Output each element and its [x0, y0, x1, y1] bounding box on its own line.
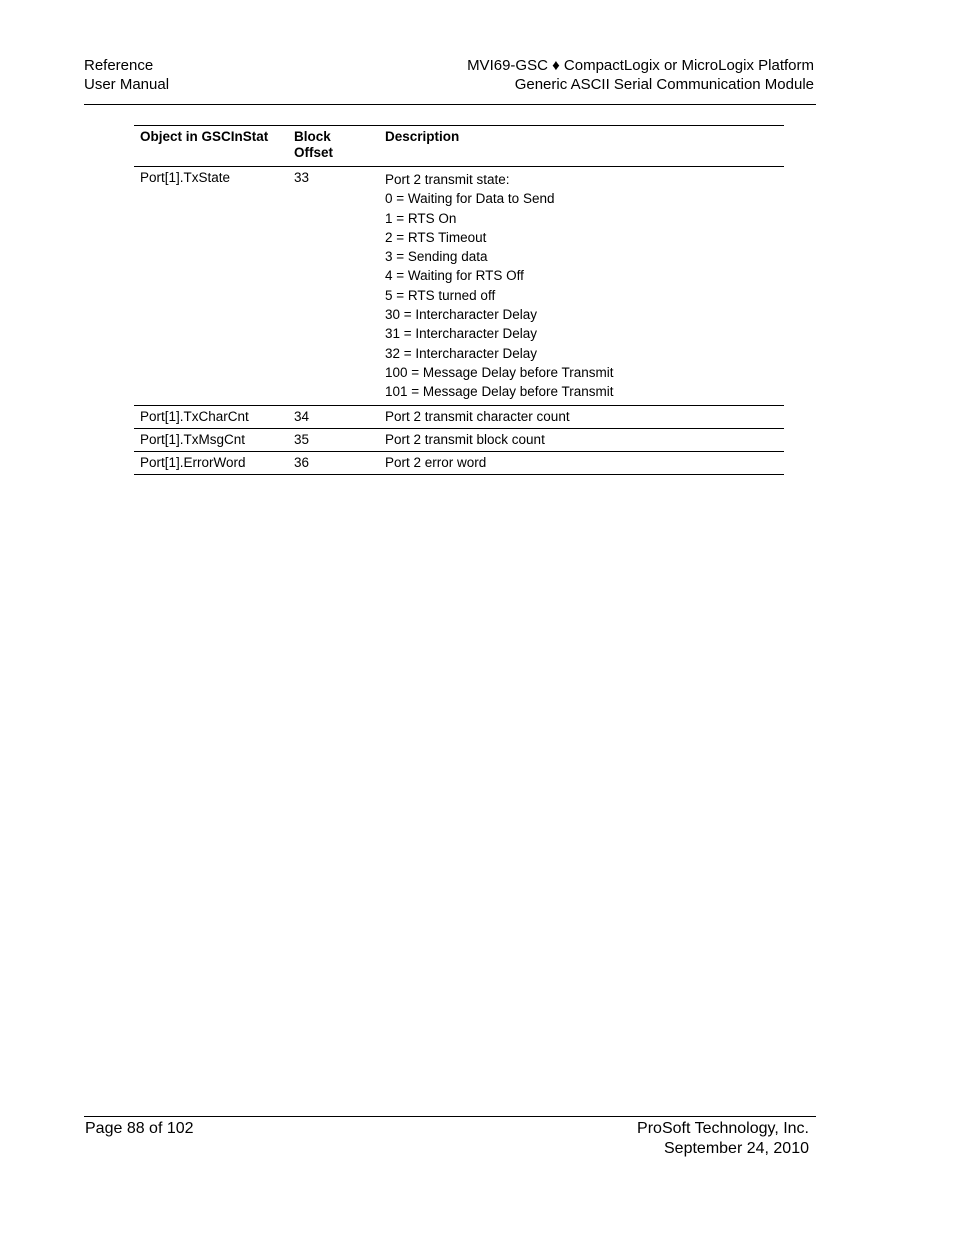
table-row: [134, 451, 784, 474]
column-header-block: Block: [294, 129, 331, 144]
description-line: 3 = Sending data: [385, 249, 488, 265]
table-header-row: [134, 126, 784, 167]
page-number: Page 88 of 102: [85, 1120, 194, 1137]
running-footer-right: [637, 1119, 809, 1159]
publication-date: September 24, 2010: [664, 1140, 809, 1157]
running-header-right: [467, 56, 814, 94]
description-line: 32 = Intercharacter Delay: [385, 345, 537, 361]
offset-cell: 33: [288, 167, 379, 406]
description-line: 31 = Intercharacter Delay: [385, 326, 537, 342]
description-line: 101 = Message Delay before Transmit: [385, 384, 614, 400]
description-cell: Port 2 transmit character count: [379, 405, 784, 428]
description-line: 1 = RTS On: [385, 210, 457, 226]
description-line: 0 = Waiting for Data to Send: [385, 191, 555, 207]
description-cell: Port 2 transmit block count: [379, 428, 784, 451]
description-line: 5 = RTS turned off: [385, 287, 496, 303]
table-row: [134, 167, 784, 406]
column-header-description: Description: [379, 126, 784, 167]
table-row: [134, 405, 784, 428]
offset-cell: 36: [288, 451, 379, 474]
description-line: 100 = Message Delay before Transmit: [385, 364, 614, 380]
description-cell: [379, 167, 784, 406]
object-cell: Port[1].TxState: [134, 167, 288, 406]
header-doc-type: User Manual: [84, 76, 170, 93]
header-product-title: MVI69-GSC ♦ CompactLogix or MicroLogix Platform: [467, 57, 814, 74]
footer-rule: [84, 1116, 816, 1117]
company-name: ProSoft Technology, Inc.: [637, 1120, 809, 1137]
column-header-block-offset: [288, 126, 379, 167]
offset-cell: 34: [288, 405, 379, 428]
object-cell: Port[1].TxMsgCnt: [134, 428, 288, 451]
column-header-object: Object in GSCInStat: [134, 126, 288, 167]
header-rule: [84, 104, 816, 105]
description-line: Port 2 transmit state:: [385, 172, 510, 187]
running-header-left: [84, 56, 169, 94]
object-cell: Port[1].ErrorWord: [134, 451, 288, 474]
table-row: [134, 428, 784, 451]
object-cell: Port[1].TxCharCnt: [134, 405, 288, 428]
column-header-offset: Offset: [294, 145, 334, 160]
header-section-title: Reference: [84, 57, 154, 74]
description-line: 2 = RTS Timeout: [385, 229, 487, 245]
description-line: 30 = Intercharacter Delay: [385, 307, 537, 323]
running-footer-left: [85, 1119, 194, 1139]
header-product-subtitle: Generic ASCII Serial Communication Module: [514, 76, 814, 93]
description-line: 4 = Waiting for RTS Off: [385, 268, 524, 284]
gscinstat-reference-table: [134, 125, 784, 475]
description-cell: Port 2 error word: [379, 451, 784, 474]
offset-cell: 35: [288, 428, 379, 451]
